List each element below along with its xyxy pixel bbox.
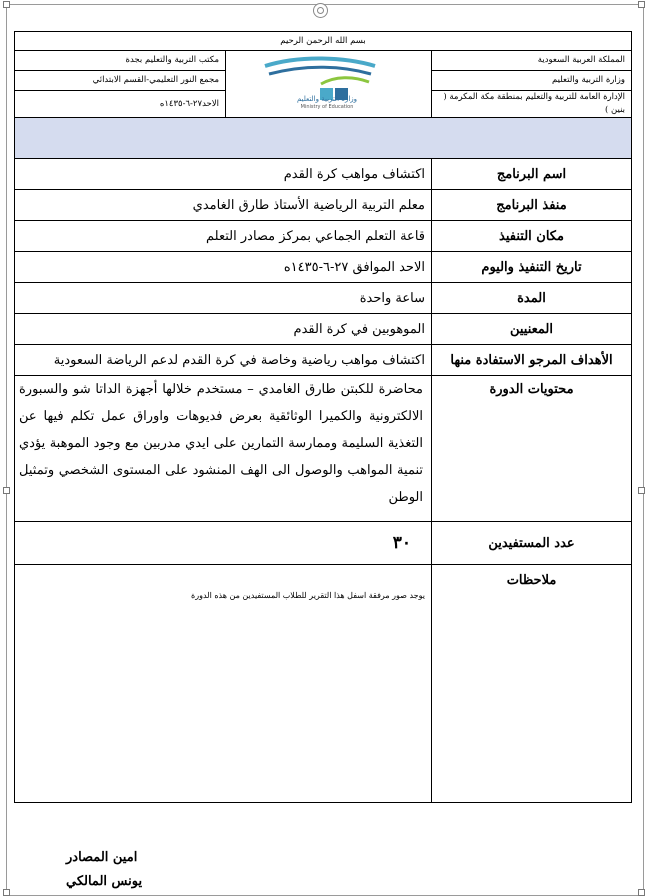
row-value-location: قاعة التعلم الجماعي بمركز مصادر التعلم	[15, 221, 432, 252]
row-value-notes: يوجد صور مرفقة اسفل هذا التقرير للطلاب المستفيدين من هذه الدورة	[15, 565, 432, 803]
resize-handle-icon[interactable]	[3, 889, 10, 896]
header-left-line-1: مكتب التربية والتعليم بجدة	[15, 51, 226, 71]
row-label-duration: المدة	[432, 283, 632, 314]
row-label-executor: منفذ البرنامج	[432, 190, 632, 221]
row-value-audience: الموهوبين في كرة القدم	[15, 314, 432, 345]
row-value-beneficiaries: ٣٠	[15, 522, 432, 565]
resize-handle-icon[interactable]	[3, 1, 10, 8]
row-label-beneficiaries: عدد المستفيدين	[432, 522, 632, 565]
basmala: بسم الله الرحمن الرحيم	[15, 32, 632, 51]
header-left-line-3: الاحد٢٧-٦-١٤٣٥ه	[15, 91, 226, 118]
header-right-line-2: وزارة التربية والتعليم	[432, 71, 632, 91]
resize-handle-icon[interactable]	[638, 889, 645, 896]
row-value-executor: معلم التربية الرياضية الأستاذ طارق الغامدي	[15, 190, 432, 221]
logo-text-en: Ministry of Education	[300, 103, 354, 110]
resize-handle-icon[interactable]	[3, 487, 10, 494]
logo-text-ar: وزارة التربية والتعليم	[296, 94, 358, 103]
row-label-contents: محتويات الدورة	[432, 376, 632, 522]
resize-handle-icon[interactable]	[638, 487, 645, 494]
header-right-line-1: المملكة العربية السعودية	[432, 51, 632, 71]
row-label-program-name: اسم البرنامج	[432, 159, 632, 190]
header-right-line-3: الإدارة العامة للتربية والتعليم بمنطقة مكة المكرمة ( بنين )	[432, 91, 632, 118]
shaded-title-band	[15, 118, 632, 159]
logo-swoosh-mid	[269, 67, 371, 74]
row-value-duration: ساعة واحدة	[15, 283, 432, 314]
ministry-logo-icon	[225, 54, 431, 111]
row-value-date: الاحد الموافق ٢٧-٦-١٤٣٥ه	[15, 252, 432, 283]
row-label-goals: الأهداف المرجو الاستفادة منها	[432, 345, 632, 376]
rotate-handle-icon[interactable]	[313, 3, 328, 18]
signature-name: يونس المالكي	[66, 874, 143, 889]
resize-handle-icon[interactable]	[638, 1, 645, 8]
ministry-logo	[226, 51, 432, 118]
row-value-goals: اكتشاف مواهب رياضية وخاصة في كرة القدم لدعم الرياضة السعودية	[15, 345, 432, 376]
row-value-program-name: اكتشاف مواهب كرة القدم	[15, 159, 432, 190]
signature-title: امين المصادر	[66, 850, 138, 865]
logo-swoosh-low	[321, 77, 369, 83]
logo-swoosh-top	[265, 58, 375, 66]
row-value-contents: محاضرة للكبتن طارق الغامدي – مستخدم خلالها أجهزة الداتا شو والسبورة الالكترونية والكميرا الوثائقية بعرض فديوهات واوراق عمل تكلم فيها عن التغذية السليمة وممارسة التمارين على ايدي مدربين مع وجود الموهبة يؤدي تنمية المواهب والوصول الى الهف المنشود على المستوى الشخصي وتمثيل الوطن	[15, 376, 432, 522]
row-label-audience: المعنيين	[432, 314, 632, 345]
header-left-line-2: مجمع النور التعليمي-القسم الابتدائي	[15, 71, 226, 91]
report-table	[14, 31, 632, 803]
row-label-date: تاريخ التنفيذ واليوم	[432, 252, 632, 283]
row-label-location: مكان التنفيذ	[432, 221, 632, 252]
row-label-notes: ملاحظات	[432, 565, 632, 803]
